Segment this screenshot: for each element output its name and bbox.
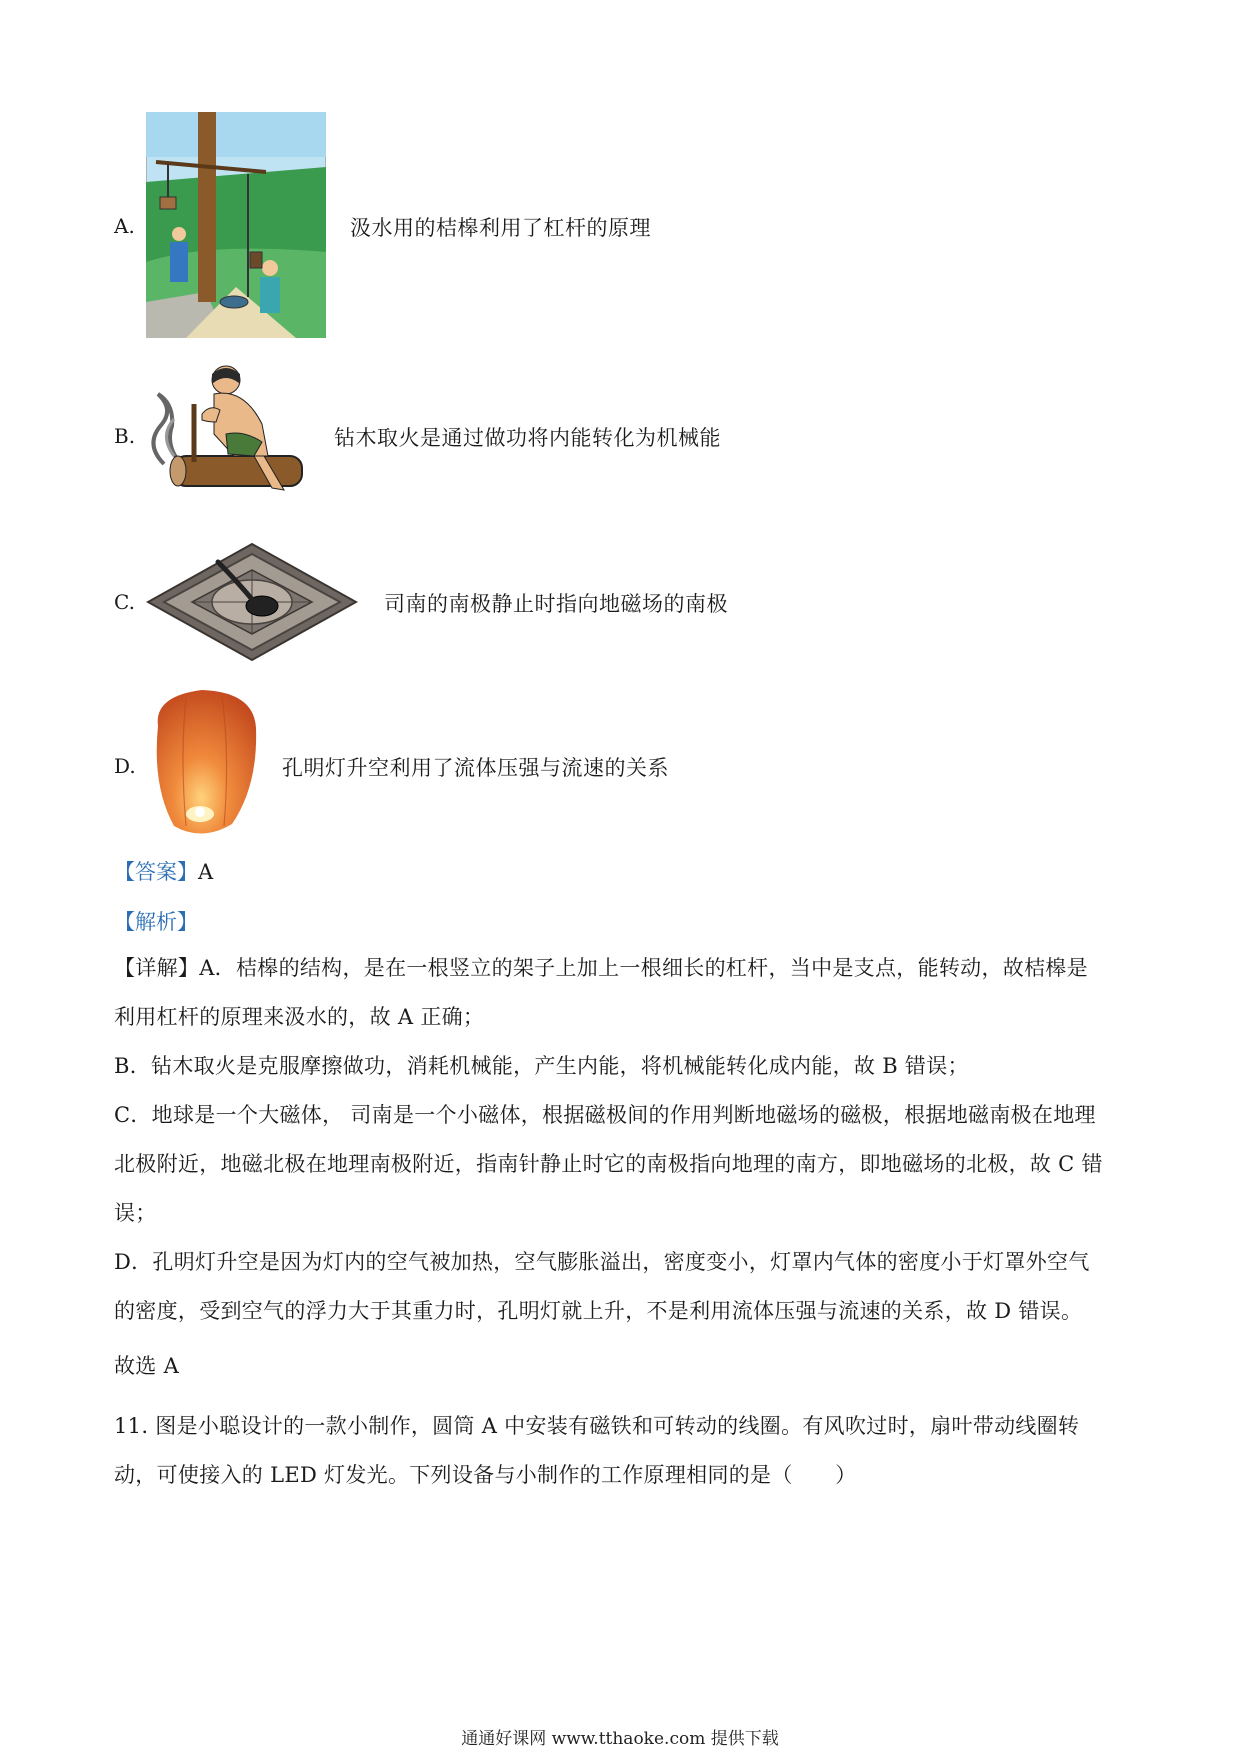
sinan-compass-illustration: [146, 540, 358, 664]
detail-c-line3: 误；: [114, 1201, 157, 1225]
option-d-text: 孔明灯升空利用了流体压强与流速的关系: [282, 756, 669, 780]
detail-d-line2: 的密度，受到空气的浮力大于其重力时，孔明灯就上升，不是利用流体压强与流速的关系，故 D 错误。: [114, 1299, 1083, 1323]
page-footer: 通通好课网 www.tthaoke.com 提供下载: [461, 1729, 779, 1749]
detail-conclusion: 故选 A: [114, 1354, 180, 1378]
detail-a-line2: 利用杠杆的原理来汲水的，故 A 正确；: [114, 1005, 485, 1029]
sky-lantern-illustration: [146, 686, 262, 842]
option-c-letter: C.: [114, 590, 135, 614]
question-11-line1: 11. 图是小聪设计的一款小制作，圆筒 A 中安装有磁铁和可转动的线圈。有风吹过时，扇叶带动线圈转: [114, 1414, 1080, 1438]
analysis-label: 【解析】: [114, 910, 198, 934]
detail-d-line1: D．孔明灯升空是因为灯内的空气被加热，空气膨胀溢出，密度变小，灯罩内气体的密度小于灯罩外空气: [114, 1250, 1090, 1274]
option-a-letter: A.: [114, 214, 135, 238]
question-11-line2: 动，可使接入的 LED 灯发光。下列设备与小制作的工作原理相同的是（ ）: [114, 1463, 857, 1487]
option-b-text: 钻木取火是通过做功将内能转化为机械能: [334, 426, 721, 450]
detail-label: 【详解】: [114, 956, 200, 980]
fire-drilling-illustration: [144, 364, 308, 502]
detail-c-line1: C．地球是一个大磁体， 司南是一个小磁体，根据磁极间的作用判断地磁场的磁极，根据地磁南极在地理: [114, 1103, 1096, 1127]
answer-line: [114, 856, 213, 886]
detail-b: B．钻木取火是克服摩擦做功，消耗机械能，产生内能，将机械能转化成内能，故 B 错误；: [114, 1054, 969, 1078]
answer-value: A: [198, 860, 214, 884]
detail-c-line2: 北极附近，地磁北极在地理南极附近，指南针静止时它的南极指向地理的南方，即地磁场的北极，故 C 错: [114, 1152, 1103, 1176]
well-sweep-illustration: [146, 112, 326, 338]
option-a-text: 汲水用的桔槔利用了杠杆的原理: [350, 216, 651, 240]
detail-a-line1: 【详解】A．桔槔的结构，是在一根竖立的架子上加上一根细长的杠杆，当中是支点，能转动，故桔槔是: [114, 956, 1088, 980]
answer-label: 【答案】: [114, 860, 198, 884]
option-b-letter: B.: [114, 424, 136, 448]
option-c-text: 司南的南极静止时指向地磁场的南极: [384, 592, 728, 616]
option-d-letter: D.: [114, 754, 136, 778]
